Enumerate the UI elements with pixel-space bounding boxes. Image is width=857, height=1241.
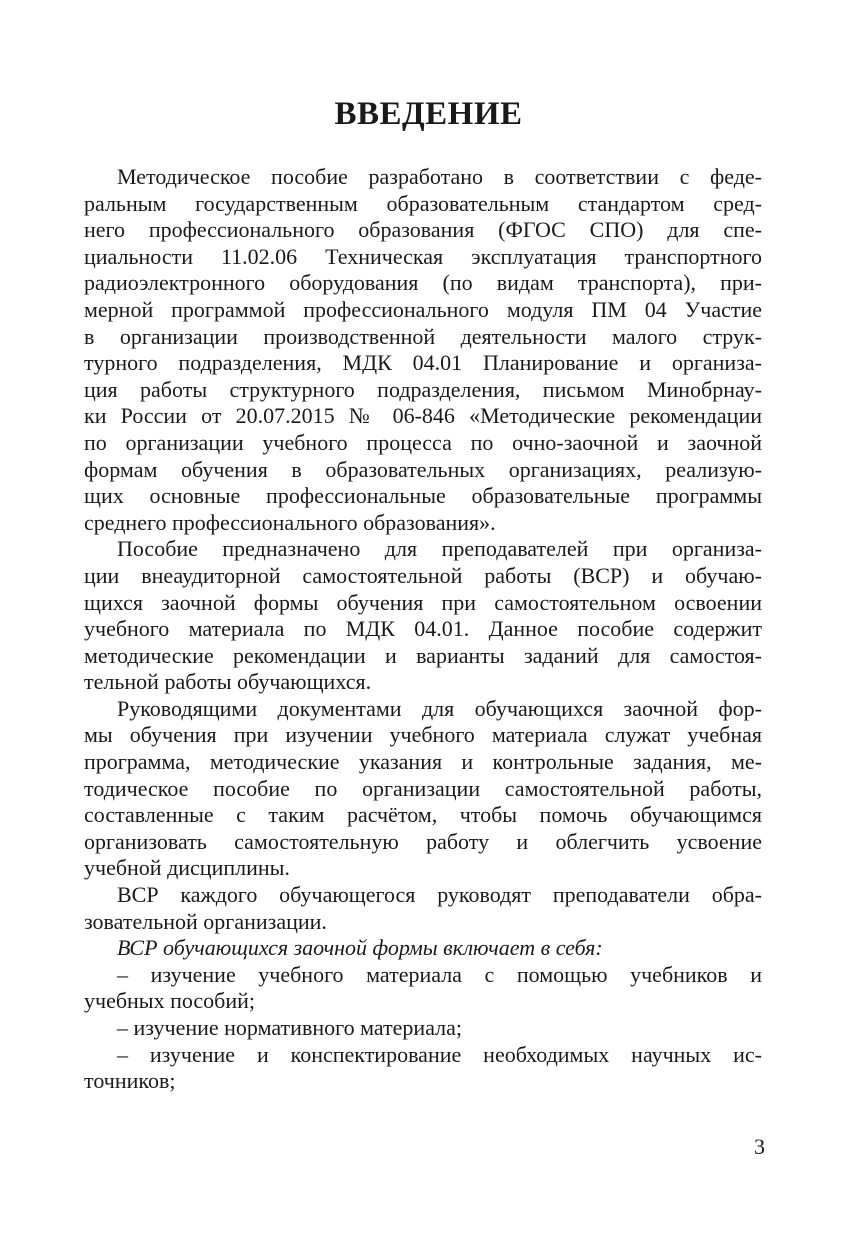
- text-line: тодическое пособие по организации самостоятельной работы,: [84, 775, 762, 801]
- text-line: ВСР каждого обучающегося руководят преподаватели обра-: [117, 882, 762, 908]
- page-title: ВВЕДЕНИЕ: [334, 96, 523, 132]
- text-line: формам обучения в образовательных организациях, реализую-: [84, 456, 762, 482]
- text-line: учебного материала по МДК 04.01. Данное пособие содержит: [84, 616, 762, 642]
- text-line: щих основные профессиональные образовательные программы: [84, 483, 762, 509]
- text-line: точников;: [84, 1068, 176, 1094]
- text-line: методические рекомендации и варианты заданий для самостоя-: [84, 642, 762, 668]
- text-line: мы обучения при изучении учебного материала служат учебная: [84, 722, 762, 748]
- paragraph: [84, 1042, 762, 1095]
- text-line: ции внеаудиторной самостоятельной работы (ВСР) и обучаю-: [84, 562, 762, 588]
- text-line: учебной дисциплины.: [84, 855, 290, 881]
- text-line: ральным государственным образовательным стандартом сред-: [84, 190, 762, 216]
- text-line: ВСР обучающихся заочной формы включает в себя:: [117, 935, 603, 961]
- text-line: среднего профессионального образования».: [84, 509, 496, 535]
- text-line: организовать самостоятельную работу и облегчить усвоение: [84, 828, 762, 854]
- text-line: учебных пособий;: [84, 988, 256, 1014]
- text-line: циальности 11.02.06 Техническая эксплуатация транспортного: [84, 243, 762, 269]
- text-line: Руководящими документами для обучающихся заочной фор-: [117, 695, 762, 721]
- text-line: радиоэлектронного оборудования (по видам транспорта), при-: [84, 270, 762, 296]
- text-line: в организации производственной деятельности малого струк-: [84, 323, 762, 349]
- paragraph: [84, 935, 762, 962]
- text-line: турного подразделения, МДК 04.01 Планирование и организа-: [84, 350, 762, 376]
- text-line: тельной работы обучающихся.: [84, 669, 372, 695]
- text-line: ция работы структурного подразделения, письмом Минобрнау-: [84, 376, 762, 402]
- text-line: составленные с таким расчётом, чтобы помочь обучающимся: [84, 802, 762, 828]
- body-text: [84, 164, 762, 1095]
- text-line: мерной программой профессионального модуля ПМ 04 Участие: [84, 296, 762, 322]
- page-number: 3: [754, 1134, 765, 1159]
- text-line: него профессионального образования (ФГОС СПО) для спе-: [84, 217, 762, 243]
- paragraph: [84, 962, 762, 1015]
- text-line: – изучение нормативного материала;: [117, 1015, 463, 1040]
- paragraph: [84, 164, 762, 536]
- text-line: щихся заочной формы обучения при самостоятельном освоении: [84, 589, 762, 615]
- paragraph: [84, 536, 762, 696]
- paragraph: [84, 1015, 762, 1042]
- paragraph: [84, 696, 762, 882]
- text-line: – изучение учебного материала с помощью учебников и: [117, 961, 762, 987]
- text-line: программа, методические указания и контрольные задания, ме-: [84, 749, 762, 775]
- text-line: зовательной организации.: [84, 908, 327, 934]
- text-line: Пособие предназначено для преподавателей при организа-: [117, 536, 762, 562]
- text-line: Методическое пособие разработано в соответствии с феде-: [117, 164, 762, 189]
- text-line: – изучение и конспектирование необходимых научных ис-: [117, 1041, 762, 1067]
- text-line: по организации учебного процесса по очно-заочной и заочной: [84, 429, 762, 455]
- text-line: ки России от 20.07.2015 № 06-846 «Методические рекомендации: [84, 403, 762, 429]
- paragraph: [84, 882, 762, 935]
